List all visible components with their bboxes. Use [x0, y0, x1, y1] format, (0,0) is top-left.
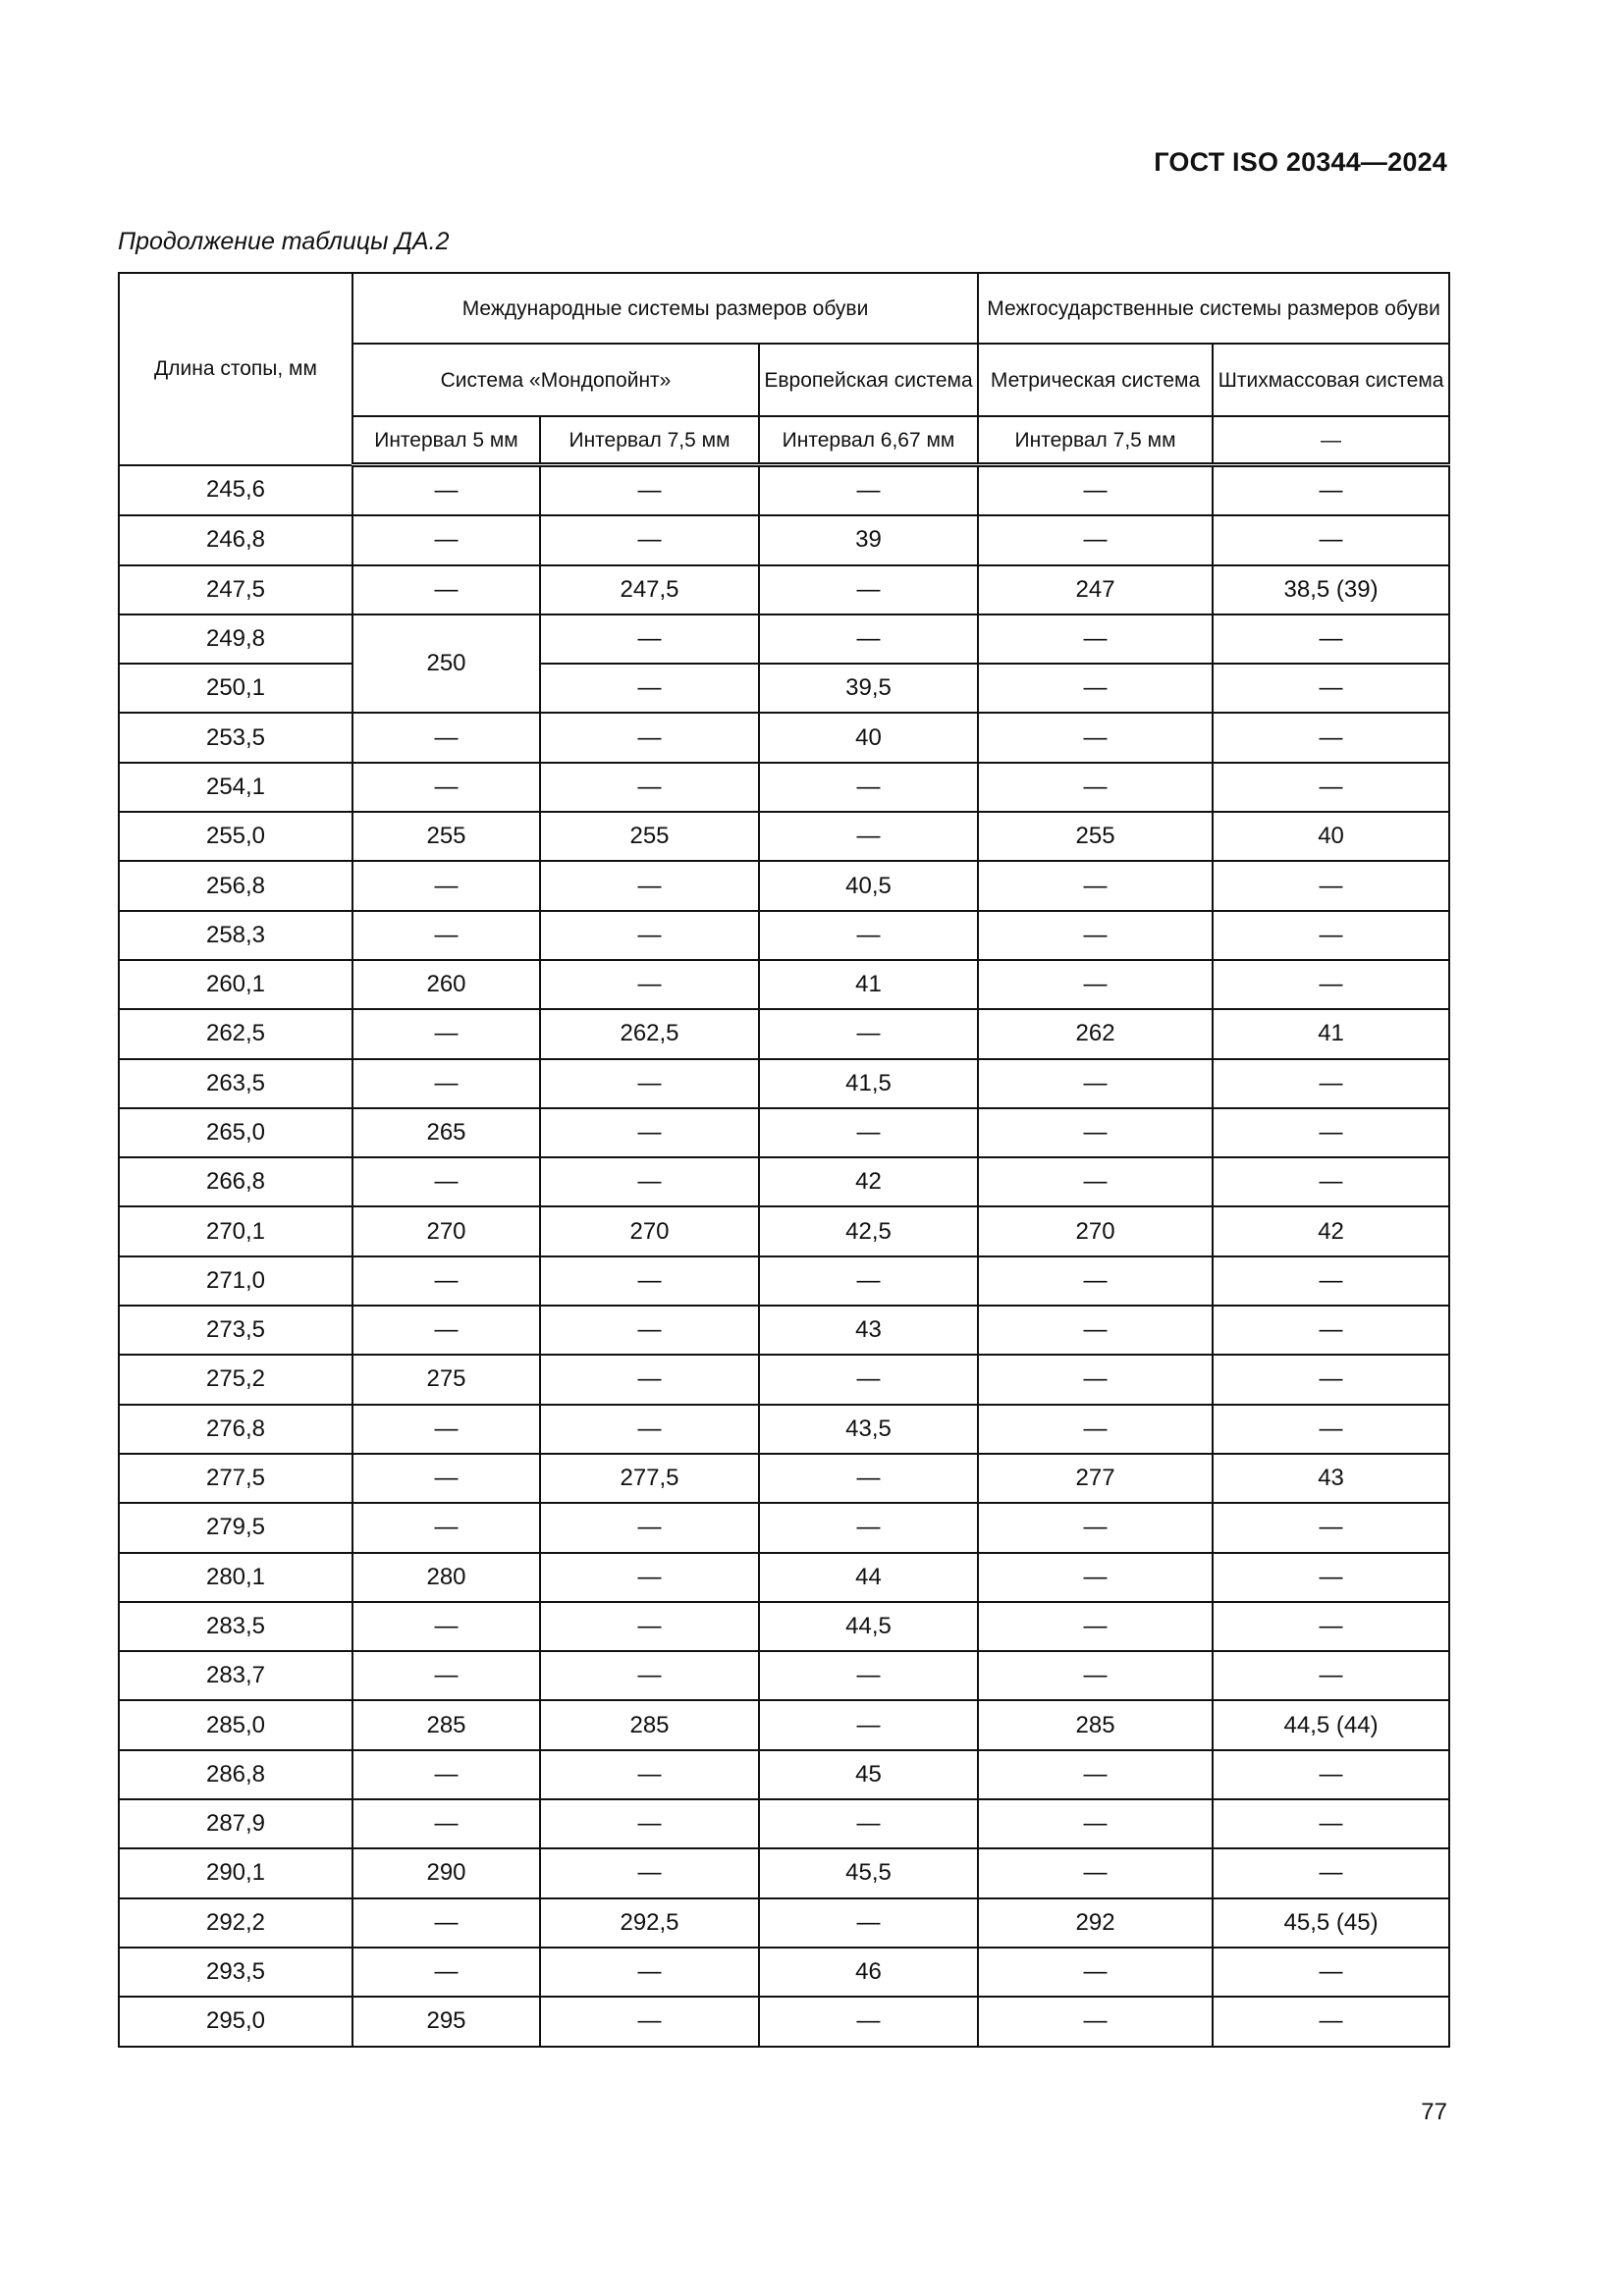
table-row [119, 763, 1449, 812]
cell-stich: 45,5 (45) [1213, 1898, 1449, 1948]
table-row [119, 1898, 1449, 1948]
cell-metric: — [978, 1108, 1213, 1157]
cell-european: — [759, 763, 978, 812]
table-row [119, 1206, 1449, 1255]
cell-mondopoint-7-5: — [540, 1553, 759, 1602]
cell-foot-length: 255,0 [119, 812, 352, 861]
cell-stich: — [1213, 1405, 1449, 1454]
header-interval-6-67: Интервал 6,67 мм [759, 416, 978, 465]
document-code: ГОСТ ISO 20344—2024 [1154, 147, 1447, 177]
cell-metric: — [978, 1355, 1213, 1404]
cell-foot-length: 246,8 [119, 515, 352, 564]
cell-mondopoint-7-5: 262,5 [540, 1009, 759, 1058]
cell-mondopoint-5: — [352, 763, 540, 812]
cell-foot-length: 273,5 [119, 1306, 352, 1355]
cell-mondopoint-7-5: — [540, 1108, 759, 1157]
cell-mondopoint-5: 285 [352, 1700, 540, 1749]
header-interval-5: Интервал 5 мм [352, 416, 540, 465]
cell-european: 42 [759, 1157, 978, 1206]
cell-stich: — [1213, 1355, 1449, 1404]
table-row [119, 1602, 1449, 1651]
cell-mondopoint-5: 260 [352, 960, 540, 1009]
cell-foot-length: 266,8 [119, 1157, 352, 1206]
cell-metric: — [978, 713, 1213, 762]
cell-mondopoint-5: — [352, 1256, 540, 1306]
cell-mondopoint-7-5: — [540, 911, 759, 960]
cell-foot-length: 277,5 [119, 1454, 352, 1503]
cell-metric: — [978, 1997, 1213, 2046]
cell-foot-length: 256,8 [119, 861, 352, 910]
header-interstate-systems: Межгосударственные системы размеров обуви [978, 273, 1449, 344]
cell-stich: — [1213, 1799, 1449, 1848]
cell-metric: — [978, 911, 1213, 960]
cell-mondopoint-5: — [352, 713, 540, 762]
cell-foot-length: 270,1 [119, 1206, 352, 1255]
cell-mondopoint-7-5: 270 [540, 1206, 759, 1255]
cell-foot-length: 275,2 [119, 1355, 352, 1404]
table-row [119, 1454, 1449, 1503]
cell-mondopoint-5: — [352, 1948, 540, 1997]
cell-mondopoint-7-5: — [540, 1997, 759, 2046]
table-row [119, 1059, 1449, 1108]
cell-mondopoint-7-5: — [540, 1256, 759, 1306]
cell-mondopoint-7-5: 277,5 [540, 1454, 759, 1503]
header-metric-system: Метрическая система [978, 344, 1213, 416]
cell-mondopoint-7-5: — [540, 1059, 759, 1108]
cell-mondopoint-5: — [352, 861, 540, 910]
cell-metric: — [978, 465, 1213, 516]
cell-foot-length: 271,0 [119, 1256, 352, 1306]
cell-foot-length: 265,0 [119, 1108, 352, 1157]
cell-european: — [759, 565, 978, 614]
cell-mondopoint-5: — [352, 465, 540, 516]
cell-stich: — [1213, 1157, 1449, 1206]
cell-metric: — [978, 1602, 1213, 1651]
cell-mondopoint-7-5: — [540, 1799, 759, 1848]
cell-metric: 262 [978, 1009, 1213, 1058]
cell-european: 45 [759, 1750, 978, 1799]
cell-metric: 255 [978, 812, 1213, 861]
cell-metric: — [978, 861, 1213, 910]
cell-mondopoint-7-5: — [540, 1948, 759, 1997]
table-row [119, 1799, 1449, 1848]
cell-mondopoint-5: — [352, 1898, 540, 1948]
cell-european: — [759, 1700, 978, 1749]
table-row [119, 1503, 1449, 1552]
table-row [119, 1848, 1449, 1897]
table-row [119, 1997, 1449, 2046]
cell-foot-length: 254,1 [119, 763, 352, 812]
cell-european: — [759, 1503, 978, 1552]
cell-foot-length: 249,8 [119, 614, 352, 664]
table-row [119, 1355, 1449, 1404]
cell-stich: — [1213, 763, 1449, 812]
cell-mondopoint-7-5: — [540, 763, 759, 812]
header-interval-metric: Интервал 7,5 мм [978, 416, 1213, 465]
cell-foot-length: 290,1 [119, 1848, 352, 1897]
cell-mondopoint-7-5: — [540, 713, 759, 762]
cell-metric: — [978, 960, 1213, 1009]
cell-european: — [759, 1108, 978, 1157]
cell-mondopoint-7-5: — [540, 1848, 759, 1897]
cell-foot-length: 292,2 [119, 1898, 352, 1948]
header-mondopoint-system: Система «Мондопойнт» [352, 344, 759, 416]
cell-metric: — [978, 1651, 1213, 1700]
cell-mondopoint-7-5: 285 [540, 1700, 759, 1749]
cell-mondopoint-5: — [352, 1009, 540, 1058]
cell-metric: — [978, 1256, 1213, 1306]
cell-stich: — [1213, 515, 1449, 564]
cell-mondopoint-5: — [352, 1602, 540, 1651]
cell-european: 42,5 [759, 1206, 978, 1255]
table-body [119, 465, 1449, 2047]
cell-european: 41 [759, 960, 978, 1009]
table-row [119, 614, 1449, 664]
cell-foot-length: 283,7 [119, 1651, 352, 1700]
cell-mondopoint-5: — [352, 1157, 540, 1206]
cell-mondopoint-5: — [352, 515, 540, 564]
cell-mondopoint-5: — [352, 1306, 540, 1355]
cell-mondopoint-5: — [352, 1454, 540, 1503]
cell-mondopoint-5: — [352, 1059, 540, 1108]
cell-mondopoint-5: — [352, 565, 540, 614]
cell-mondopoint-7-5: — [540, 1651, 759, 1700]
cell-foot-length: 279,5 [119, 1503, 352, 1552]
cell-foot-length: 253,5 [119, 713, 352, 762]
cell-stich: — [1213, 1997, 1449, 2046]
cell-metric: — [978, 1157, 1213, 1206]
cell-mondopoint-7-5: — [540, 1750, 759, 1799]
cell-foot-length: 262,5 [119, 1009, 352, 1058]
cell-stich: — [1213, 1503, 1449, 1552]
table-row [119, 664, 1449, 713]
cell-foot-length: 276,8 [119, 1405, 352, 1454]
cell-european: — [759, 911, 978, 960]
cell-metric: — [978, 1553, 1213, 1602]
cell-stich: — [1213, 1059, 1449, 1108]
cell-stich: — [1213, 1848, 1449, 1897]
table-row [119, 1108, 1449, 1157]
cell-foot-length: 295,0 [119, 1997, 352, 2046]
cell-foot-length: 293,5 [119, 1948, 352, 1997]
cell-stich: — [1213, 465, 1449, 516]
cell-stich: — [1213, 1108, 1449, 1157]
cell-stich: — [1213, 1750, 1449, 1799]
cell-foot-length: 250,1 [119, 664, 352, 713]
cell-metric: — [978, 1948, 1213, 1997]
cell-stich: — [1213, 1602, 1449, 1651]
cell-stich: — [1213, 1306, 1449, 1355]
table-row [119, 911, 1449, 960]
table-row [119, 960, 1449, 1009]
table-row [119, 1750, 1449, 1799]
cell-stich: 38,5 (39) [1213, 565, 1449, 614]
cell-stich: 42 [1213, 1206, 1449, 1255]
cell-european: 43 [759, 1306, 978, 1355]
table-row [119, 565, 1449, 614]
cell-mondopoint-5: — [352, 1799, 540, 1848]
table-row [119, 1553, 1449, 1602]
cell-metric: 277 [978, 1454, 1213, 1503]
cell-mondopoint-7-5: — [540, 960, 759, 1009]
cell-metric: 247 [978, 565, 1213, 614]
cell-mondopoint-7-5: — [540, 664, 759, 713]
page-number: 77 [1421, 2099, 1447, 2125]
cell-metric: — [978, 1750, 1213, 1799]
cell-stich: 40 [1213, 812, 1449, 861]
cell-european: 40 [759, 713, 978, 762]
cell-metric: — [978, 1848, 1213, 1897]
cell-metric: — [978, 763, 1213, 812]
cell-european: — [759, 1009, 978, 1058]
cell-stich: — [1213, 861, 1449, 910]
cell-mondopoint-5: — [352, 1651, 540, 1700]
cell-european: — [759, 1454, 978, 1503]
cell-metric: — [978, 664, 1213, 713]
cell-foot-length: 287,9 [119, 1799, 352, 1848]
cell-metric: 292 [978, 1898, 1213, 1948]
cell-european: — [759, 1651, 978, 1700]
table-row [119, 1651, 1449, 1700]
cell-stich: — [1213, 713, 1449, 762]
cell-metric: 285 [978, 1700, 1213, 1749]
cell-european: 44,5 [759, 1602, 978, 1651]
table-row [119, 1157, 1449, 1206]
table-row [119, 1948, 1449, 1997]
shoe-size-table [118, 272, 1450, 2048]
table-row [119, 1306, 1449, 1355]
cell-foot-length: 285,0 [119, 1700, 352, 1749]
cell-mondopoint-7-5: — [540, 614, 759, 664]
cell-mondopoint-5: 280 [352, 1553, 540, 1602]
header-international-systems: Международные системы размеров обуви [352, 273, 978, 344]
cell-mondopoint-7-5: — [540, 1355, 759, 1404]
cell-european: — [759, 1355, 978, 1404]
cell-mondopoint-5: — [352, 1750, 540, 1799]
header-stich-system: Штихмассовая система [1213, 344, 1449, 416]
cell-foot-length: 283,5 [119, 1602, 352, 1651]
cell-european: — [759, 1997, 978, 2046]
cell-european: 40,5 [759, 861, 978, 910]
cell-stich: — [1213, 960, 1449, 1009]
cell-mondopoint-5: 255 [352, 812, 540, 861]
cell-stich: — [1213, 664, 1449, 713]
cell-mondopoint-7-5: — [540, 1157, 759, 1206]
cell-mondopoint-7-5: — [540, 1503, 759, 1552]
cell-foot-length: 245,6 [119, 465, 352, 516]
cell-metric: — [978, 1799, 1213, 1848]
cell-metric: — [978, 1059, 1213, 1108]
cell-foot-length: 280,1 [119, 1553, 352, 1602]
cell-european: — [759, 1799, 978, 1848]
table-header [119, 273, 1449, 465]
cell-mondopoint-7-5: — [540, 465, 759, 516]
cell-stich: — [1213, 1651, 1449, 1700]
cell-foot-length: 258,3 [119, 911, 352, 960]
cell-european: — [759, 614, 978, 664]
cell-stich: 41 [1213, 1009, 1449, 1058]
cell-mondopoint-7-5: — [540, 1602, 759, 1651]
cell-metric: — [978, 1405, 1213, 1454]
cell-foot-length: 247,5 [119, 565, 352, 614]
cell-mondopoint-7-5: 255 [540, 812, 759, 861]
cell-mondopoint-5: — [352, 1405, 540, 1454]
cell-european: — [759, 465, 978, 516]
cell-mondopoint-5: 290 [352, 1848, 540, 1897]
header-interval-stich: — [1213, 416, 1449, 465]
cell-european: 39,5 [759, 664, 978, 713]
table-row [119, 861, 1449, 910]
cell-stich: 43 [1213, 1454, 1449, 1503]
cell-mondopoint-5: — [352, 911, 540, 960]
cell-european: 46 [759, 1948, 978, 1997]
header-european-system: Европейская система [759, 344, 978, 416]
cell-foot-length: 286,8 [119, 1750, 352, 1799]
cell-metric: — [978, 515, 1213, 564]
table-row [119, 515, 1449, 564]
cell-european: 41,5 [759, 1059, 978, 1108]
cell-mondopoint-7-5: 292,5 [540, 1898, 759, 1948]
cell-mondopoint-5: 250 [352, 614, 540, 714]
cell-stich: — [1213, 1948, 1449, 1997]
cell-european: 43,5 [759, 1405, 978, 1454]
cell-mondopoint-5: 265 [352, 1108, 540, 1157]
cell-metric: 270 [978, 1206, 1213, 1255]
header-foot-length: Длина стопы, мм [119, 273, 352, 465]
table-row [119, 812, 1449, 861]
cell-european: — [759, 1256, 978, 1306]
cell-foot-length: 260,1 [119, 960, 352, 1009]
cell-european: 39 [759, 515, 978, 564]
cell-european: 44 [759, 1553, 978, 1602]
cell-stich: — [1213, 911, 1449, 960]
table-row [119, 1256, 1449, 1306]
table-row [119, 1405, 1449, 1454]
table-caption: Продолжение таблицы ДА.2 [118, 228, 450, 255]
cell-european: — [759, 812, 978, 861]
cell-mondopoint-7-5: 247,5 [540, 565, 759, 614]
cell-mondopoint-5: 270 [352, 1206, 540, 1255]
cell-mondopoint-7-5: — [540, 515, 759, 564]
table-row [119, 1700, 1449, 1749]
cell-stich: — [1213, 614, 1449, 664]
table-row [119, 1009, 1449, 1058]
cell-european: — [759, 1898, 978, 1948]
cell-mondopoint-7-5: — [540, 861, 759, 910]
cell-mondopoint-5: 275 [352, 1355, 540, 1404]
cell-mondopoint-7-5: — [540, 1306, 759, 1355]
table-row [119, 465, 1449, 516]
table-row [119, 713, 1449, 762]
cell-metric: — [978, 614, 1213, 664]
cell-metric: — [978, 1503, 1213, 1552]
cell-stich: — [1213, 1256, 1449, 1306]
header-interval-7-5: Интервал 7,5 мм [540, 416, 759, 465]
cell-metric: — [978, 1306, 1213, 1355]
cell-mondopoint-5: 295 [352, 1997, 540, 2046]
cell-stich: — [1213, 1553, 1449, 1602]
cell-mondopoint-7-5: — [540, 1405, 759, 1454]
cell-stich: 44,5 (44) [1213, 1700, 1449, 1749]
cell-european: 45,5 [759, 1848, 978, 1897]
cell-mondopoint-5: — [352, 1503, 540, 1552]
cell-foot-length: 263,5 [119, 1059, 352, 1108]
